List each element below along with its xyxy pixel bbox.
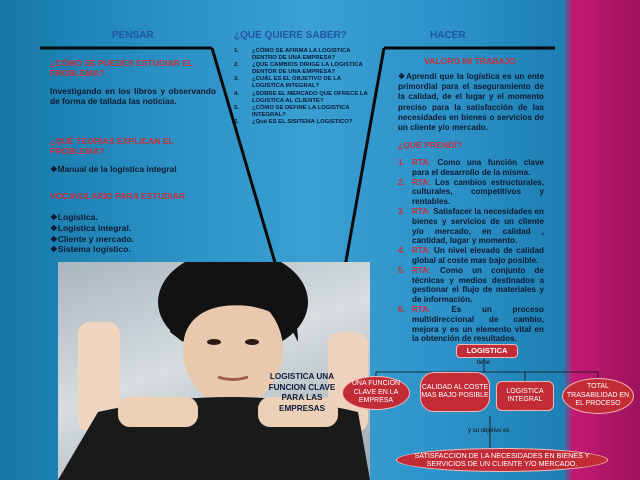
answer-number: 6. — [398, 304, 405, 314]
question-item — [234, 91, 372, 105]
map-connector-objetivo: y su objetivo es — [468, 428, 510, 434]
answer-rta: RTA: — [412, 177, 431, 187]
vocab-item: ❖Sistema logístico. — [50, 244, 131, 255]
question-number: 6. — [234, 118, 239, 125]
portrait-illustration — [58, 262, 370, 480]
answer-list — [398, 158, 544, 344]
theory-item: ❖Manual de la logística integral — [50, 164, 177, 174]
question-theories: ¿QUÉ TEORIAS EXPLICAN EL PROBLEMA? — [50, 136, 174, 157]
question-item — [234, 76, 372, 90]
answer-number: 1. — [398, 158, 405, 167]
woman-photo — [58, 262, 370, 480]
valor-title: VALORO MI TRABAJO — [424, 56, 516, 66]
question-text: ¿CÓMO SE DEFINE LA LOGISTICA INTEGRAL? — [252, 104, 350, 118]
question-text: ¿Qué ES EL SISITEMA LOGISTICO? — [252, 118, 353, 125]
aprendi-title: ¿QUÉ PRENDÍ? — [398, 140, 462, 150]
question-text: ¿QUE CAMBIOS DIRIGE LA LOGISTICA DENTOR DE UNA EMPRESA? — [252, 62, 363, 76]
answer-item — [398, 207, 544, 246]
vocab-title: VOCAVULARIO PARA ESTUDIAR — [50, 191, 185, 201]
question-number: 4. — [234, 90, 239, 97]
map-final-node: SATISFACCION DE LA NECESIDADES EN BIENES Y SERVICIOS DE UN CLIENTE Y/O MERCADO. — [396, 448, 608, 472]
question-text: ¿SOBRE EL MERCADO QUE OFRECE LA LOGISTICA AL CLIENTE? — [252, 90, 368, 104]
how-study-answer: Investigando en los libros y observando de forma de tallada las noticias. — [50, 86, 216, 107]
answer-number: 4. — [398, 246, 405, 256]
valor-body: ❖Aprendí que la logística es un ente primordial para el aseguramiento de la calidad, de el lugar y el momento preciso para la satisfacción de las necesidades en bienes o servicios de un cliente y/o mercado. — [398, 72, 544, 133]
answer-number: 3. — [398, 206, 405, 216]
question-how-study: ¿CÓMO SE PUEDES ESTUDIAR EL PROBLEMA? — [50, 58, 194, 79]
answer-item — [398, 158, 544, 178]
question-text: ¿CUÁL ES EL OBJETIVO DE LA LOGISTICA INTEGRAL? — [252, 76, 341, 90]
answer-number: 2. — [398, 177, 405, 187]
question-item — [234, 119, 372, 126]
center-note: LOGISTICA UNA FUNCION CLAVE PARA LAS EMPRESAS — [268, 372, 336, 413]
map-node-calidad: CALIDAD AL COSTE MAS BAJO POSIBLE — [420, 372, 490, 412]
question-item — [234, 105, 372, 119]
answer-text: Un nivel elevado de calidad global al coste mas bajo posible. — [412, 246, 544, 265]
answer-rta: RTA: — [412, 246, 431, 256]
answer-rta: RTA: — [412, 304, 431, 314]
question-number: 1. — [234, 48, 239, 54]
question-number: 5. — [234, 104, 239, 111]
answer-text: Es un proceso multidireccional de cambio, mejora y es un elemento vital en la obtención de resultados. — [412, 304, 545, 344]
map-connector-tiene: tiene — [477, 360, 491, 366]
map-root-node: LOGISTICA — [456, 344, 518, 358]
answer-text: Como un conjunto de técnicas y medios destinados a gestionar el flujo de materiales y de información. — [412, 265, 544, 305]
question-item — [234, 62, 372, 76]
answer-rta: RTA: — [412, 206, 431, 216]
question-list — [234, 48, 372, 126]
answer-rta: RTA: — [412, 265, 431, 275]
vocab-item: ❖Logística integral. — [50, 222, 132, 233]
question-item — [234, 48, 372, 62]
map-node-funcion-clave: UNA FUNCION CLAVE EN LA EMPRESA — [342, 376, 410, 410]
answer-item — [398, 178, 544, 207]
question-number: 3. — [234, 76, 239, 83]
question-text: ¿CÓMO SE AFIRMA LA LOGISTICA DENTRO DE UNA EMPRESA? — [252, 48, 351, 62]
vocab-item: ❖Logística. — [50, 212, 98, 222]
map-node-trasabilidad: TOTAL TRASABILIDAD EN EL PROCESO — [562, 378, 634, 414]
answer-item — [398, 305, 544, 344]
map-node-logistica-integral: LOGISTICA INTEGRAL — [496, 381, 554, 411]
question-number: 2. — [234, 62, 239, 69]
header-pensar: PENSAR — [112, 30, 154, 41]
header-quiere-saber: ¿QUE QUIERE SABER? — [234, 30, 347, 41]
answer-item — [398, 246, 544, 266]
header-hacer: HACER — [430, 30, 466, 41]
answer-rta: RTA: — [412, 158, 431, 167]
vocab-item: ❖Cliente y mercado. — [50, 233, 135, 244]
answer-number: 5. — [398, 265, 405, 275]
vocab-list — [50, 212, 220, 255]
answer-item — [398, 266, 544, 305]
answer-text: Satisfacer la necesidades en bienes y servicios de un cliente y/o mercado, en calidad , cantidad, lugar y momento. — [412, 206, 544, 246]
answer-text: Los cambios estructurales, culturales, competitivos y rentables. — [412, 177, 545, 207]
answer-text: Como una función clave para el desarrollo de la misma. — [412, 158, 545, 177]
